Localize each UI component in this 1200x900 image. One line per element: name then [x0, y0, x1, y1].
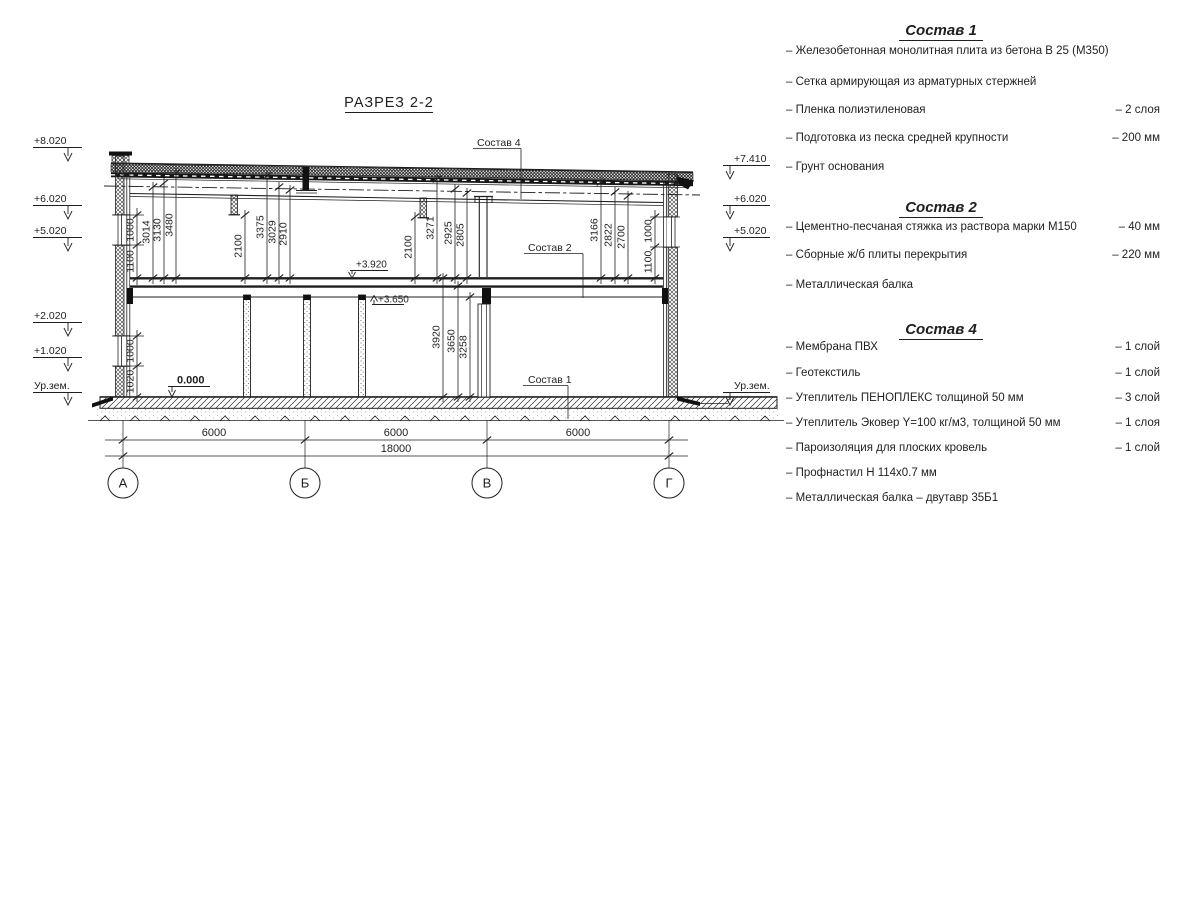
ground-texture — [88, 409, 784, 422]
dim-a-3130: 3130 — [151, 218, 164, 242]
material-item — [786, 45, 1160, 57]
material-value: – 1 слой — [1115, 367, 1160, 379]
material-label: – Металлическая балка — [786, 279, 914, 291]
material-label: – Грунт основания — [786, 161, 885, 173]
dim-f-3920: 3920 — [430, 325, 443, 349]
dim-f-3650: 3650 — [445, 329, 458, 353]
floor-bottom-mark — [371, 295, 410, 306]
material-label: – Железобетонная монолитная плита из бетона В 25 (М350) — [786, 45, 1109, 57]
dim-w2-1100: 1100 — [124, 250, 137, 273]
dim-v-2925: 2925 — [442, 221, 455, 245]
drawing-title — [344, 95, 434, 113]
dim-v-3271: 3271 — [424, 216, 437, 240]
axis-label-a: А — [118, 475, 128, 491]
material-item — [786, 442, 1160, 454]
material-item — [786, 367, 1160, 379]
section-title: Состав 1 — [899, 22, 983, 41]
elevation-value: +2.020 — [34, 310, 67, 322]
material-label: – Металлическая балка – двутавр 35Б1 — [786, 492, 999, 504]
material-item — [786, 392, 1160, 404]
leader-text: Состав 2 — [528, 242, 572, 254]
elevation-value: +1.020 — [34, 345, 67, 357]
dim-f-3258: 3258 — [457, 335, 470, 359]
material-item — [786, 341, 1160, 353]
elevation-mark-right-2 — [723, 193, 770, 219]
elevation-value: +7.410 — [734, 153, 767, 165]
dim-w1-1020: 1020 — [124, 369, 137, 394]
dim-w2-1000: 1000 — [124, 218, 137, 242]
material-label: – Утеплитель ПЕНОПЛЕКС толщиной 50 мм — [786, 392, 1024, 404]
dim-w2r-1000: 1000 — [642, 219, 655, 243]
span-dim-1: 6000 — [201, 427, 227, 439]
dim-g-2822: 2822 — [602, 223, 615, 247]
dim-w2r-1100: 1100 — [642, 250, 655, 274]
zero-level-mark — [168, 375, 210, 398]
leader-sostav-4 — [473, 137, 521, 199]
zero-level-value: 0.000 — [177, 374, 205, 387]
material-label: – Цементно-песчаная стяжка из раствора марки М150 — [786, 221, 1077, 233]
material-item — [786, 492, 1160, 504]
roof — [104, 152, 700, 206]
material-value — [1152, 161, 1160, 173]
material-value: – 1 слой — [1115, 341, 1160, 353]
material-item — [786, 161, 1160, 173]
material-value: – 220 мм — [1112, 249, 1160, 261]
material-item — [786, 417, 1160, 429]
material-item — [786, 76, 1160, 88]
dim-v-2805: 2805 — [454, 223, 467, 247]
dim-b-3029: 3029 — [266, 220, 279, 244]
section-heading — [786, 22, 1096, 39]
material-value: – 1 слой — [1115, 442, 1160, 454]
span-dim-2: 6000 — [383, 427, 409, 439]
dim-b-3375: 3375 — [254, 215, 267, 239]
elevation-value: +8.020 — [34, 135, 67, 147]
material-value — [1152, 45, 1160, 57]
floor-bottom-value: +3.650 — [378, 294, 409, 306]
elevation-value: +6.020 — [734, 193, 767, 205]
material-label: – Геотекстиль — [786, 367, 861, 379]
section-heading — [786, 199, 1096, 216]
material-value: – 1 слоя — [1115, 417, 1160, 429]
dim-a-3480: 3480 — [163, 213, 176, 237]
elevation-mark-right-3 — [723, 225, 770, 251]
axis-label-g: Г — [665, 475, 673, 491]
bottom-dimensions — [105, 420, 688, 468]
elevation-value: +5.020 — [734, 225, 767, 237]
axis-label-b: Б — [300, 475, 310, 491]
dim-p1-2100: 2100 — [232, 234, 245, 258]
material-item — [786, 132, 1160, 144]
elevation-value: +6.020 — [34, 193, 67, 205]
dim-w1-1000: 1000 — [124, 339, 137, 363]
elevation-mark-left-5 — [33, 345, 82, 371]
ground-level-label: Ур.зем. — [34, 380, 70, 392]
axis-circles — [108, 468, 684, 498]
axis-label-v: В — [482, 475, 492, 491]
leader-text: Состав 1 — [528, 374, 572, 386]
leader-sostav-2 — [524, 242, 583, 298]
floor-top-mark — [349, 260, 389, 279]
partition-2 — [418, 198, 430, 218]
material-item — [786, 279, 1160, 291]
material-label: – Пленка полиэтиленовая — [786, 104, 926, 116]
section-heading — [786, 321, 1096, 338]
elevation-mark-left-4 — [33, 310, 82, 336]
dim-g-2700: 2700 — [615, 225, 628, 249]
material-item — [786, 221, 1160, 233]
total-dim: 18000 — [380, 443, 412, 455]
material-value — [1152, 467, 1160, 479]
dim-g-3166: 3166 — [588, 218, 601, 242]
material-label: – Пароизоляция для плоских кровель — [786, 442, 988, 454]
section-drawing-svg — [0, 0, 800, 560]
material-value — [1152, 492, 1160, 504]
ground-level-label: Ур.зем. — [734, 380, 770, 392]
material-label: – Мембрана ПВХ — [786, 341, 878, 353]
floor-top-value: +3.920 — [356, 259, 387, 271]
material-label: – Сетка армирующая из арматурных стержней — [786, 76, 1037, 88]
dim-b-2910: 2910 — [277, 222, 290, 246]
upper-column-axis-v — [474, 197, 493, 278]
material-item — [786, 104, 1160, 116]
ground-level-mark-left — [33, 380, 82, 405]
title-text: РАЗРЕЗ 2-2 — [344, 95, 434, 111]
dim-p2-2100: 2100 — [402, 235, 415, 259]
material-item — [786, 249, 1160, 261]
window-upper-right — [664, 217, 679, 248]
material-label: – Подготовка из песка средней крупности — [786, 132, 1009, 144]
material-label: – Утеплитель Эковер Y=100 кг/м3, толщиной 50 мм — [786, 417, 1061, 429]
elevation-mark-left-2 — [33, 193, 82, 219]
material-value — [1152, 76, 1160, 88]
section-title: Состав 4 — [899, 321, 983, 340]
material-value: – 2 слоя — [1115, 104, 1160, 116]
elevation-mark-right-1 — [723, 153, 770, 179]
column-axis-v — [478, 304, 490, 397]
elevation-mark-left-1 — [33, 135, 82, 161]
ground-slab — [92, 397, 777, 409]
elevation-value: +5.020 — [34, 225, 67, 237]
leader-text: Состав 4 — [477, 137, 521, 149]
material-label: – Сборные ж/б плиты перекрытия — [786, 249, 968, 261]
material-value — [1152, 279, 1160, 291]
material-item — [786, 467, 1160, 479]
material-value: – 3 слой — [1115, 392, 1160, 404]
elevation-mark-left-3 — [33, 225, 82, 251]
material-value: – 200 мм — [1112, 132, 1160, 144]
right-wall — [664, 174, 679, 397]
dim-a-3014: 3014 — [140, 220, 153, 244]
span-dim-3: 6000 — [565, 427, 591, 439]
materials-panel — [786, 0, 1160, 560]
material-value: – 40 мм — [1118, 221, 1160, 233]
material-label: – Профнастил Н 114х0.7 мм — [786, 467, 937, 479]
section-title: Состав 2 — [899, 199, 983, 218]
